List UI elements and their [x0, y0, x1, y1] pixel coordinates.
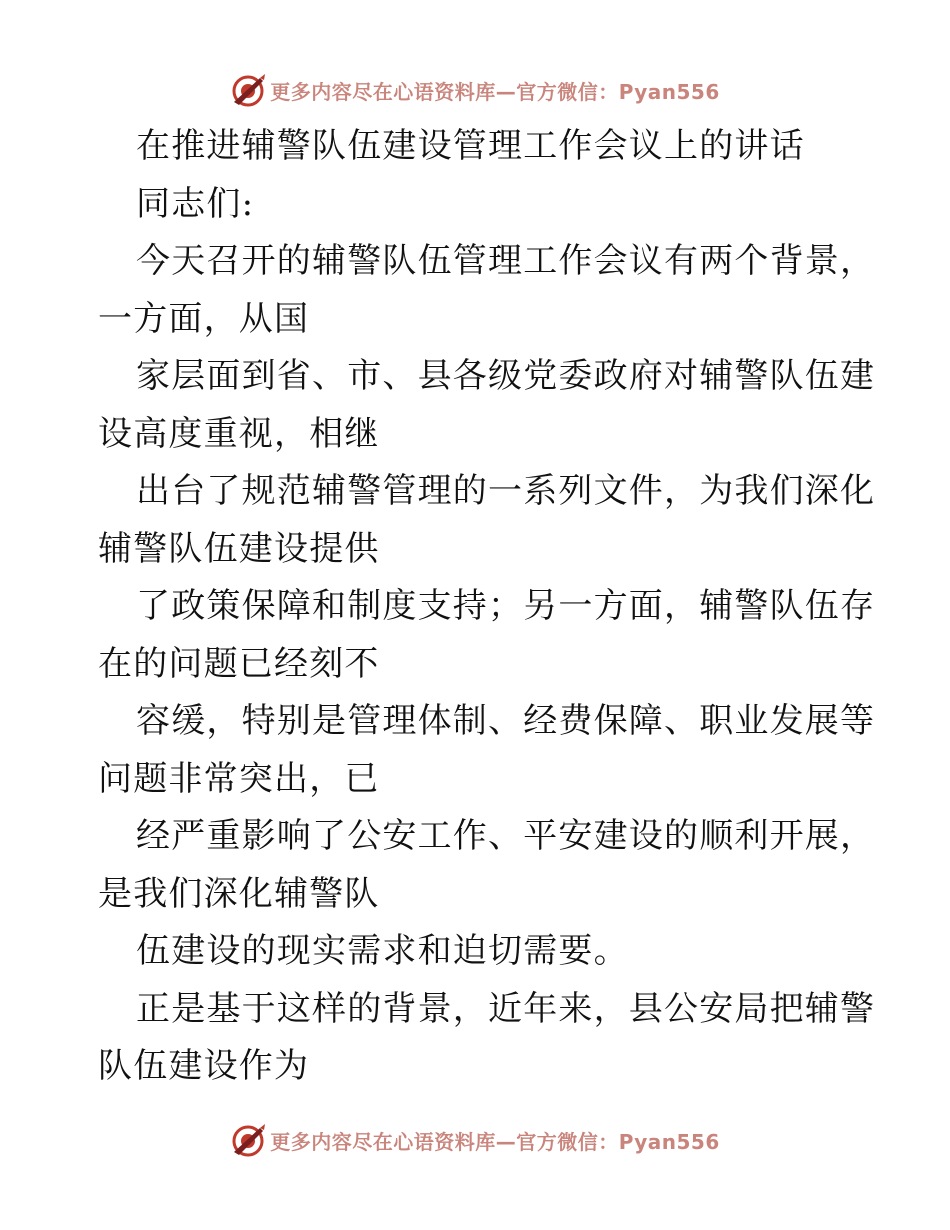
- brand-logo-icon: [230, 1122, 266, 1158]
- text-line: 设高度重视，相继: [98, 413, 380, 454]
- footer-watermark-banner: [0, 1120, 950, 1160]
- document-title: 在推进辅警队伍建设管理工作会议上的讲话: [136, 126, 805, 166]
- text-line: 了政策保障和制度支持；另一方面，辅警队伍存: [136, 586, 876, 626]
- header-watermark-banner: [0, 70, 950, 110]
- text-line: 在的问题已经刻不: [98, 643, 380, 684]
- text-line: 家层面到省、市、县各级党委政府对辅警队伍建: [136, 356, 876, 396]
- text-line: 队伍建设作为: [98, 1046, 310, 1086]
- brand-logo-icon: [230, 72, 266, 108]
- watermark-text: 更多内容尽在心语资料库—官方微信：Pyan556: [270, 1129, 720, 1154]
- text-line: 正是基于这样的背景，近年来，县公安局把辅警: [136, 988, 876, 1029]
- text-line: 是我们深化辅警队: [98, 873, 380, 914]
- document-body: [98, 118, 876, 1096]
- text-line: 经严重影响了公安工作、平安建设的顺利开展，: [136, 816, 876, 856]
- text-line: 容缓，特别是管理体制、经费保障、职业发展等: [136, 701, 876, 741]
- salutation: 同志们:: [136, 183, 255, 224]
- text-line: 出台了规范辅警管理的一系列文件，为我们深化: [136, 471, 876, 511]
- watermark-text: 更多内容尽在心语资料库—官方微信：Pyan556: [270, 79, 720, 104]
- text-line: 一方面，从国: [98, 298, 310, 339]
- text-line: 今天召开的辅警队伍管理工作会议有两个背景，: [136, 241, 876, 281]
- text-line: 伍建设的现实需求和迫切需要。: [136, 931, 629, 971]
- text-line: 辅警队伍建设提供: [98, 528, 380, 569]
- text-line: 问题非常突出，已: [98, 758, 380, 799]
